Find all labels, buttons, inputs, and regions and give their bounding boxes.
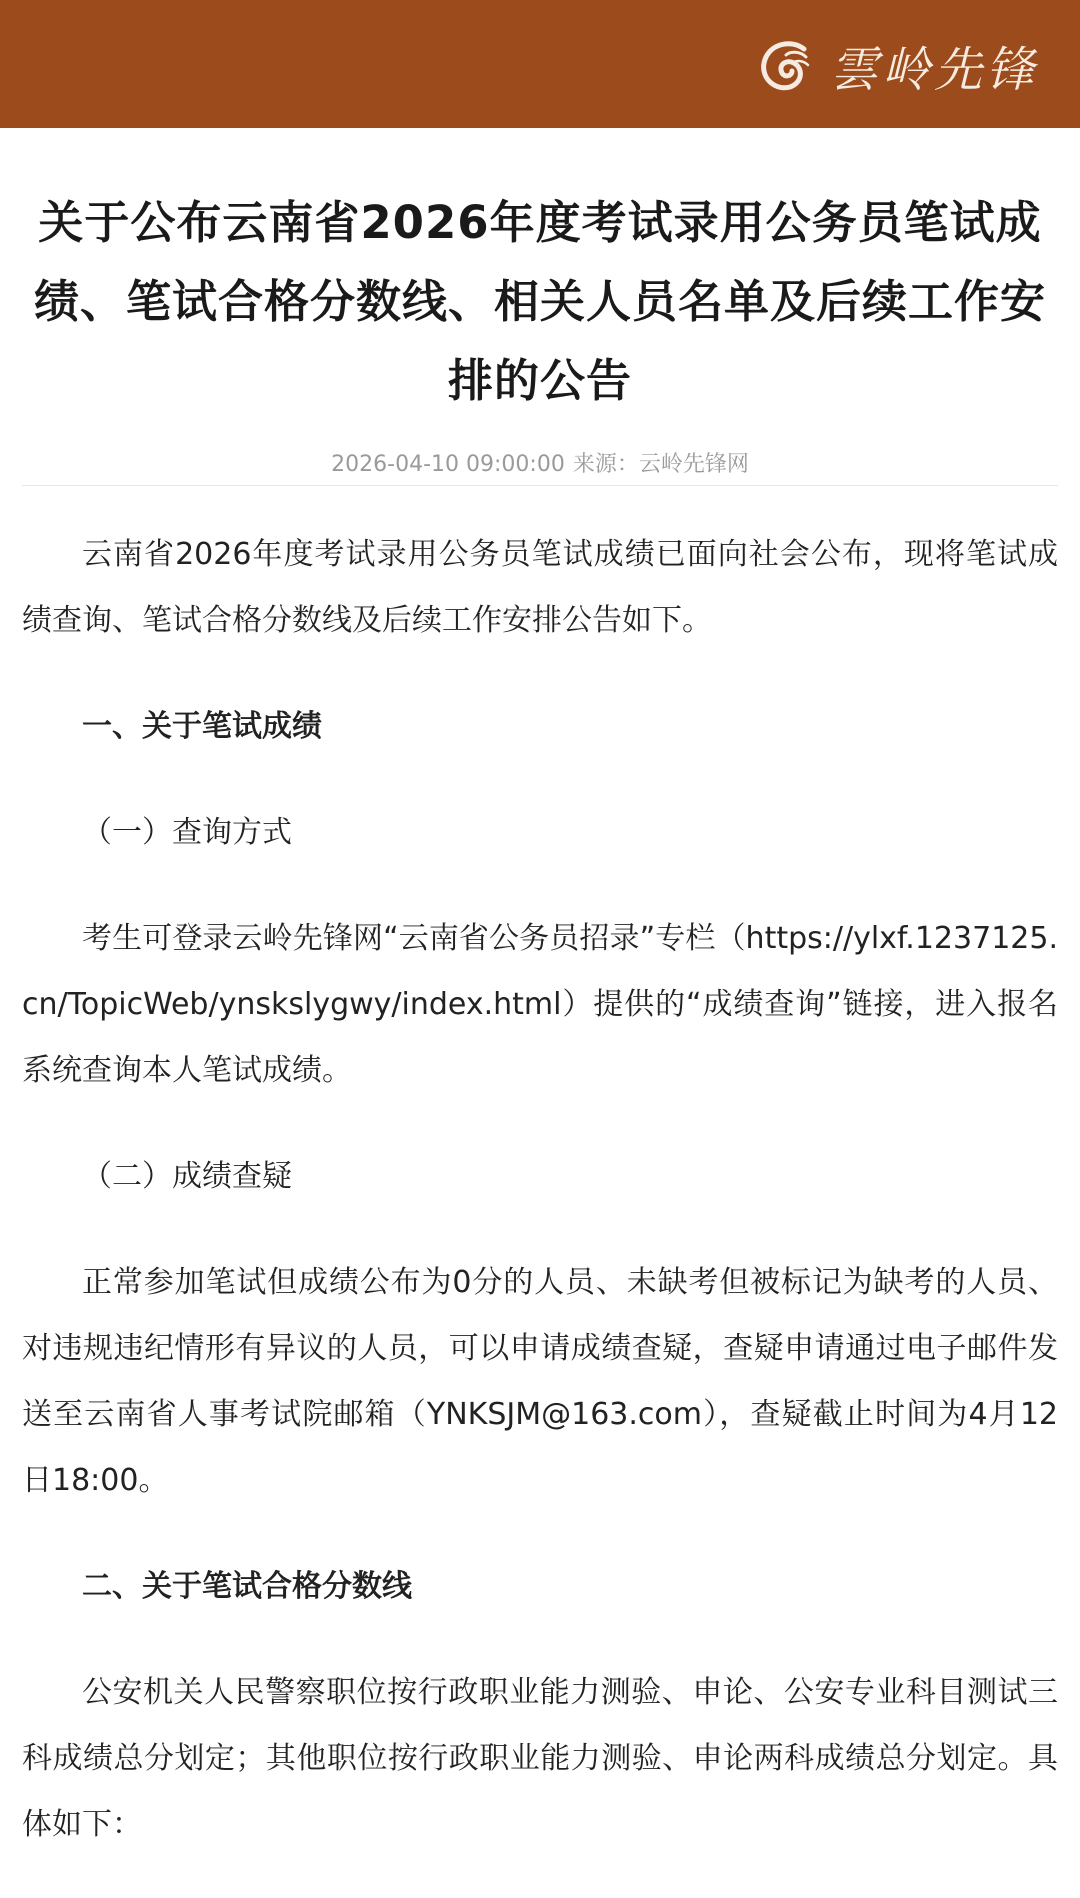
article-body	[22, 522, 1058, 1898]
meta-divider	[22, 485, 1058, 486]
subsection-query-method: （一）查询方式	[82, 815, 292, 850]
intro-paragraph: 云南省2026年度考试录用公务员笔试成绩已面向社会公布，现将笔试成绩查询、笔试合格分数线及后续工作安排公告如下。	[22, 537, 1058, 638]
score-review-paragraph: 正常参加笔试但成绩公布为0分的人员、未缺考但被标记为缺考的人员、对违规违纪情形有异议的人员，可以申请成绩查疑，查疑申请通过电子邮件发送至云南省人事考试院邮箱（YNKSJM@163.com），查疑截止时间为4月12日18:00。	[22, 1265, 1058, 1498]
publish-date: 2026-04-10 09:00:00	[331, 452, 565, 477]
top-banner	[0, 0, 1080, 128]
article-title: 关于公布云南省2026年度考试录用公务员笔试成绩、笔试合格分数线、相关人员名单及后续工作安排的公告	[33, 196, 1046, 407]
source-name[interactable]: 云岭先锋网	[638, 452, 749, 477]
swirl-logo-icon	[756, 35, 816, 95]
subsection-score-review: （二）成绩查疑	[82, 1159, 292, 1194]
brand-name: 雲岭先锋	[829, 41, 1038, 98]
source-label: 来源：	[572, 452, 639, 477]
brand-logo[interactable]	[756, 30, 1038, 100]
cutoff-paragraph: 公安机关人民警察职位按行政职业能力测验、申论、公安专业科目测试三科成绩总分划定；其他职位按行政职业能力测验、申论两科成绩总分划定。具体如下：	[22, 1675, 1058, 1842]
section-heading-cutoff: 二、关于笔试合格分数线	[82, 1569, 412, 1604]
section-heading-scores: 一、关于笔试成绩	[82, 709, 322, 744]
article-meta	[0, 449, 1080, 481]
query-method-paragraph: 考生可登录云岭先锋网“云南省公务员招录”专栏（https://ylxf.1237125.cn/TopicWeb/ynskslygwy/index.html）提供的“成绩查询”链接，进入报名系统查询本人笔试成绩。	[22, 921, 1058, 1088]
